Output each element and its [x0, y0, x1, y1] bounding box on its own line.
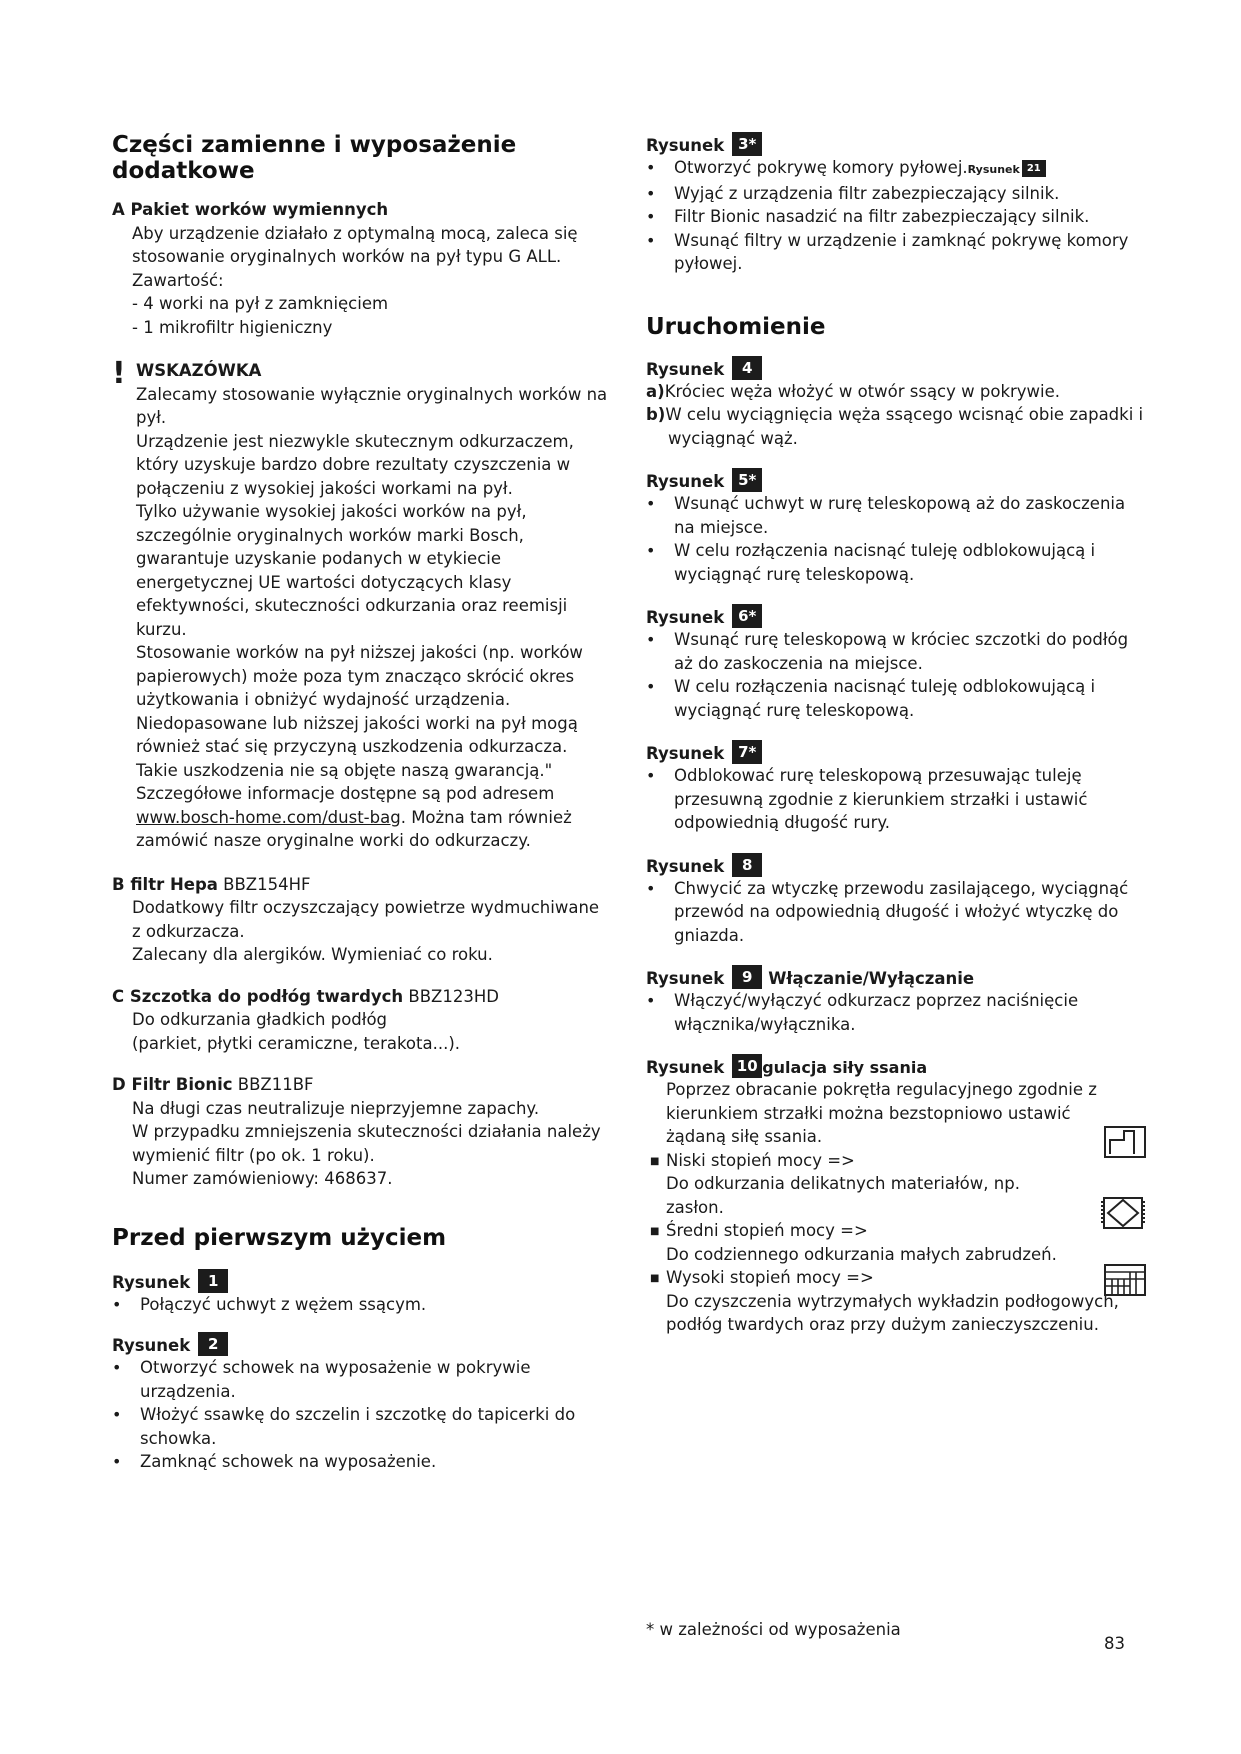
figure-9-heading	[646, 965, 1146, 989]
item-d-heading	[112, 1073, 612, 1097]
level-desc: Do odkurzania delikatnych materiałów, np. zasłon.	[666, 1174, 1020, 1217]
note-after-link: . Można tam również zamówić nasze oryginalne worki do odkurzaczy.	[136, 807, 572, 850]
level-desc: Do codziennego odkurzania małych zabrudzeń.	[666, 1244, 1057, 1264]
figure-number-badge: 1	[198, 1269, 228, 1293]
figure-3-heading	[646, 132, 1146, 156]
level-title: ■ Niski stopień mocy =>	[666, 1150, 855, 1170]
list-item: • Włączyć/wyłączyć odkurzacz poprzez naciśnięcie włącznika/wyłącznika.	[646, 989, 1146, 1036]
figure-5-heading	[646, 468, 1146, 492]
item-b-heading	[112, 873, 612, 897]
item-d-line: Na długi czas neutralizuje nieprzyjemne zapachy.	[132, 1098, 540, 1118]
item-a-content-1: - 4 worki na pył z zamknięciem	[132, 294, 389, 313]
right-column	[646, 132, 1146, 1337]
list-item: • Filtr Bionic nasadzić na filtr zabezpieczający silnik.	[646, 205, 1146, 229]
list-item: • Wyjąć z urządzenia filtr zabezpieczający silnik.	[646, 182, 1146, 206]
item-a-content-2: - 1 mikrofiltr higieniczny	[132, 317, 333, 337]
list-item: • Wsunąć rurę teleskopową w króciec szczotki do podłóg aż do zaskoczenia na miejsce.	[646, 628, 1146, 675]
figure-3-list	[646, 156, 1146, 276]
note-paragraph: Zalecamy stosowanie wyłącznie oryginalnych worków na pył.	[136, 384, 608, 427]
item-c-line: Do odkurzania gładkich podłóg	[132, 1010, 388, 1029]
note-paragraph: Niedopasowane lub niższej jakości worki na pył mogą również stać się przyczyną uszkodzenia odkurzacza. Takie uszkodzenia nie są objęte naszą gwarancją."	[136, 713, 578, 780]
figure-label: Rysunek	[646, 969, 725, 988]
list-item: • Zamknąć schowek na wyposażenie.	[112, 1450, 612, 1474]
item-c-line: (parkiet, płytki ceramiczne, terakota...).	[132, 1033, 461, 1053]
figure-1-list	[112, 1293, 612, 1317]
list-item: • Połączyć uchwyt z wężem ssącym.	[112, 1293, 612, 1317]
step-text: W celu wyciągnięcia węża ssącego wcisnąć obie zapadki i wyciągnąć wąż.	[665, 405, 1144, 448]
list-item: • Odblokować rurę teleskopową przesuwając tuleję przesuwną zgodnie z kierunkiem strzałki i ustawić odpowiednią długość rury.	[646, 764, 1146, 835]
figure-number-badge: 7*	[732, 740, 762, 764]
figure-number-badge: 4	[732, 356, 762, 380]
figure-number-badge: 2	[198, 1332, 228, 1356]
level-title: ■ Średni stopień mocy =>	[666, 1221, 868, 1240]
section-title-spare-parts: Części zamienne i wyposażenie dodatkowe	[112, 132, 517, 184]
figure-5-list	[646, 492, 1146, 586]
figure-9-title: Włączanie/Wyłączanie	[768, 969, 975, 988]
figure-10-heading	[646, 1054, 1146, 1078]
item-d-line: Numer zamówieniowy: 468637.	[132, 1169, 393, 1188]
figure-2-list	[112, 1356, 612, 1474]
suction-intro: Poprzez obracanie pokrętła regulacyjnego zgodnie z kierunkiem strzałki można bezstopniowo ustawić żądaną siłę ssania.	[666, 1080, 1097, 1146]
figure-4-heading	[646, 356, 1146, 380]
note-title: WSKAZÓWKA	[136, 361, 262, 380]
suction-levels-list	[646, 1149, 1146, 1337]
suction-section	[646, 1078, 1146, 1337]
section-title-startup: Uruchomienie	[646, 313, 826, 340]
level-item-low	[646, 1149, 1146, 1220]
left-column	[112, 132, 612, 1474]
item-b-line: Zalecany dla alergików. Wymieniać co roku.	[132, 945, 493, 964]
figure-number-badge: 3*	[732, 132, 762, 156]
note-box	[112, 356, 612, 853]
figure-6-list	[646, 628, 1146, 722]
figure-number-badge: 6*	[732, 604, 762, 628]
level-desc: Do czyszczenia wytrzymałych wykładzin podłogowych, podłóg twardych oraz przy dużym zanieczyszczeniu.	[666, 1291, 1119, 1334]
figure-10-title: gulacja siły ssania	[762, 1058, 928, 1077]
item-a-text: Aby urządzenie działało z optymalną mocą, zaleca się stosowanie oryginalnych worków na pył typu G ALL.	[132, 223, 578, 266]
figure-4-step-b	[646, 403, 1146, 450]
step-prefix: a)	[646, 381, 665, 401]
figure-label: Rysunek	[646, 744, 725, 763]
list-item-text: Otworzyć pokrywę komory pyłowej.	[674, 158, 968, 177]
page-number: 83	[1104, 1634, 1125, 1653]
list-item	[646, 156, 1146, 182]
figure-6-heading	[646, 604, 1146, 628]
figure-label: Rysunek	[646, 359, 725, 379]
figure-number-badge: 10	[732, 1054, 762, 1078]
level-item-medium	[646, 1219, 1146, 1266]
figure-2-heading	[112, 1332, 612, 1356]
list-item: • W celu rozłączenia nacisnąć tuleję odblokowującą i wyciągnąć rurę teleskopową.	[646, 539, 1146, 586]
figure-7-list	[646, 764, 1146, 835]
figure-4-step-a	[646, 380, 1146, 404]
figure-9-list	[646, 989, 1146, 1036]
list-item: • Wsunąć uchwyt w rurę teleskopową aż do zaskoczenia na miejsce.	[646, 492, 1146, 539]
note-paragraph: Szczegółowe informacje dostępne są pod adresem	[136, 784, 555, 803]
step-text: Króciec węża włożyć w otwór ssący w pokrywie.	[664, 381, 1061, 401]
step-prefix: b)	[646, 405, 666, 424]
figure-8-list	[646, 877, 1146, 948]
level-title: ■ Wysoki stopień mocy =>	[666, 1268, 874, 1287]
figure-number-badge: 8	[732, 853, 762, 877]
section-title-first-use: Przed pierwszym użyciem	[112, 1224, 447, 1251]
item-d-line: W przypadku zmniejszenia skuteczności działania należy wymienić filtr (po ok. 1 roku).	[132, 1122, 601, 1165]
exclamation-icon: !	[112, 356, 126, 391]
figure-ref-badge: 21	[1022, 160, 1046, 177]
list-item: • Wsunąć filtry w urządzenie i zamknąć pokrywę komory pyłowej.	[646, 229, 1146, 276]
carpet-floor-icon	[1104, 1264, 1146, 1296]
curtain-icon	[1104, 1126, 1146, 1158]
figure-1-heading	[112, 1269, 612, 1293]
figure-number-badge: 5*	[732, 468, 762, 492]
item-d-title: D Filtr Bionic	[112, 1075, 233, 1094]
figure-number-badge: 9	[732, 965, 762, 989]
item-b-line: Dodatkowy filtr oczyszczający powietrze wydmuchiwane z odkurzacza.	[132, 898, 600, 941]
rug-icon	[1100, 1196, 1146, 1230]
note-paragraph: Stosowanie worków na pył niższej jakości (np. worków papierowych) może poza tym znacząco skrócić okres użytkowania i obniżyć wydajność urządzenia.	[136, 643, 583, 709]
figure-8-heading	[646, 853, 1146, 877]
figure-label: Rysunek	[112, 1272, 191, 1292]
item-b-title: B filtr Hepa	[112, 874, 218, 894]
footnote: * w zależności od wyposażenia	[646, 1620, 901, 1639]
figure-label: Rysunek	[646, 1058, 725, 1077]
figure-label: Rysunek	[646, 136, 725, 155]
note-paragraph: Tylko używanie wysokiej jakości worków na pył, szczególnie oryginalnych worków marki Bosch, gwarantuje uzyskanie podanych w etykiecie energetycznej UE wartości dotyczących klasy efektywności, skuteczności odkurzania oraz reemisji kurzu.	[136, 502, 568, 639]
item-a-contents-label: Zawartość:	[132, 270, 224, 290]
note-link-line	[136, 806, 612, 853]
item-b-code: BBZ154HF	[217, 874, 311, 894]
list-item: • Chwycić za wtyczkę przewodu zasilającego, wyciągnąć przewód na odpowiednią długość i włożyć wtyczkę do gniazda.	[646, 877, 1146, 948]
level-item-high	[646, 1266, 1146, 1337]
figure-ref-label: Rysunek	[967, 163, 1020, 176]
figure-label: Rysunek	[646, 472, 725, 491]
note-paragraph: Urządzenie jest niezwykle skutecznym odkurzaczem, który uzyskuje bardzo dobre rezultaty czyszczenia w połączeniu z wysokiej jakości workami na pył.	[136, 431, 574, 498]
item-a-title: A Pakiet worków wymiennych	[112, 200, 389, 219]
figure-label: Rysunek	[646, 608, 725, 627]
item-d-code: BBZ11BF	[232, 1075, 314, 1094]
figure-label: Rysunek	[112, 1336, 191, 1355]
item-c-title: C Szczotka do podłóg twardych	[112, 986, 404, 1006]
list-item: • Włożyć ssawkę do szczelin i szczotkę do tapicerki do schowka.	[112, 1403, 612, 1450]
dust-bag-link[interactable]: www.bosch-home.com/dust-bag	[136, 807, 401, 827]
figure-label: Rysunek	[646, 856, 725, 876]
item-c-code: BBZ123HD	[403, 986, 499, 1006]
list-item: • Otworzyć schowek na wyposażenie w pokrywie urządzenia.	[112, 1356, 612, 1403]
item-c-heading	[112, 985, 612, 1009]
figure-7-heading	[646, 740, 1146, 764]
list-item: • W celu rozłączenia nacisnąć tuleję odblokowującą i wyciągnąć rurę teleskopową.	[646, 675, 1146, 722]
